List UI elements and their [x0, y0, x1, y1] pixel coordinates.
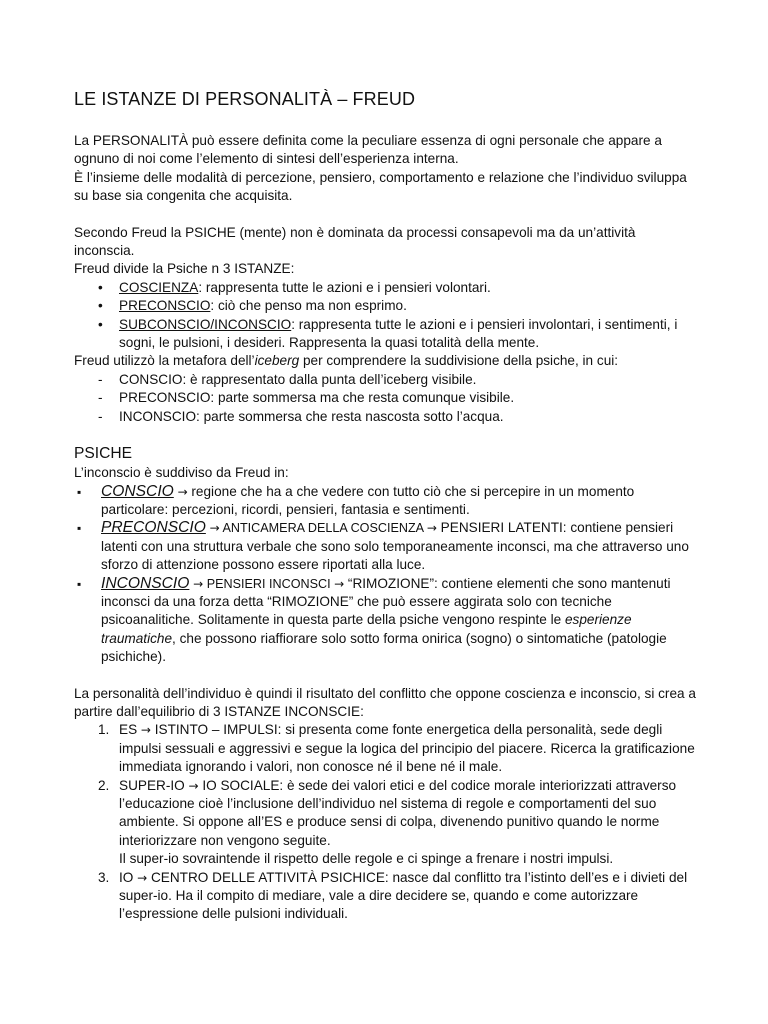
section-heading-psiche: PSICHE	[74, 445, 133, 463]
conscio-term: CONSCIO	[101, 482, 174, 500]
list-item	[74, 519, 698, 574]
list-item	[74, 777, 698, 869]
page-title: LE ISTANZE DI PERSONALITÀ – FREUD	[74, 89, 416, 109]
arrow-right-icon: →	[426, 521, 437, 536]
istanza-term: COSCIENZA	[119, 279, 199, 295]
arrow-right-icon: →	[137, 870, 148, 885]
iceberg-word: iceberg	[254, 353, 300, 369]
preconscio-term: PRECONSCIO	[101, 519, 206, 537]
istanza-term: SUBCONSCIO/INCONSCIO	[119, 316, 292, 332]
arrow-right-icon: →	[193, 576, 204, 591]
list-item: - CONSCIO: è rappresentato dalla punta dell’iceberg visibile.	[74, 371, 698, 389]
istanze-lead: Freud divide la Psiche n 3 ISTANZE:	[74, 261, 295, 277]
arrow-right-icon: →	[140, 723, 151, 738]
list-item: - PRECONSCIO: parte sommersa ma che resta comunque visibile.	[74, 389, 698, 407]
inconscio-text-2: , che possono riaffiorare solo sotto forma onirica (sogno) o sintomatiche (patologie psichiche).	[101, 630, 667, 665]
preconscio-caps: ANTICAMERA DELLA COSCIENZA	[219, 521, 427, 536]
section3-lead: La personalità dell’individuo è quindi il risultato del conflitto che oppone coscienza e inconscio, si crea a partire dall’equilibrio di 3 ISTANZE INCONSCIE:	[74, 685, 696, 719]
item-text: CENTRO DELLE ATTIVITÀ PSICHICE: nasce dal conflitto tra l’istinto dell’es e i divieti del super-io. Ha il compito di mediare, vale a dire decidere se, quando e come autorizzare l’espressione delle pulsioni individuali.	[119, 869, 688, 922]
inconscio-italic: esperienze traumatiche	[101, 612, 632, 646]
istanza-text: : rappresenta tutte le azioni e i pensieri volontari.	[198, 279, 491, 295]
arrow-right-icon: →	[209, 521, 220, 536]
inconscio-list	[74, 483, 698, 667]
list-item	[74, 279, 698, 297]
istanze-list	[74, 279, 698, 353]
istanza-text: : rappresenta tutte le azioni e i pensieri involontari, i sentimenti, i sogni, le pulsioni, i desideri. Rappresenta la quasi totalità della mente.	[119, 316, 678, 351]
list-item: - INCONSCIO: parte sommersa che resta nascosta sotto l’acqua.	[74, 408, 698, 426]
item-text: ISTINTO – IMPULSI: si presenta come fonte energetica della personalità, sede degli impulsi sessuali e aggressivi e segue la logica del principio del piacere. Ricerca la gratificazione immediata ignorando i valori, non conosce né il bene né il male.	[119, 722, 695, 775]
istanze-numbered-list	[74, 721, 698, 923]
arrow-right-icon: →	[188, 778, 199, 793]
item-lead: IO	[119, 869, 138, 885]
document-content	[74, 88, 698, 924]
item-number: 2.	[98, 777, 110, 793]
iceberg-list	[74, 371, 698, 426]
inconscio-term: INCONSCIO	[101, 574, 190, 592]
intro-paragraph-1: La PERSONALITÀ può essere definita come la peculiare essenza di ogni personale che appare a ognuno di noi come l’elemento di sintesi dell’esperienza interna.	[74, 133, 662, 167]
inconscio-caps: PENSIERI INCONSCI	[203, 576, 335, 591]
item-text: IO SOCIALE: è sede dei valori etici e del codice morale interiorizzati attraverso l’educazione cioè l’inclusione dell’individuo nel sistema di regole e comportamenti del suo ambiente. Si oppone all’ES e produce sensi di colpa, divenendo punitivo quando le norme interiorizzare non vengono seguite.	[119, 777, 677, 848]
intro-paragraph-2: È l’insieme delle modalità di percezione, pensiero, comportamento e relazione che l’individuo sviluppa su base sia congenita che acquisita.	[74, 169, 687, 204]
item-lead: SUPER-IO	[119, 777, 189, 793]
conscio-text: regione che ha a che vedere con tutto ciò che si percepire in un momento particolare: percezioni, ricordi, pensieri, fantasia e sentimenti.	[101, 483, 635, 517]
list-item	[74, 316, 698, 353]
iceberg-paragraph	[74, 352, 698, 370]
item-number: 3.	[98, 869, 110, 885]
iceberg-post: per comprendere la suddivisione della psiche, in cui:	[299, 353, 619, 369]
list-item	[74, 721, 698, 776]
section2-lead: L’inconscio è suddiviso da Freud in:	[74, 465, 289, 481]
list-item	[74, 297, 698, 315]
istanza-text: : ciò che penso ma non esprimo.	[210, 298, 407, 314]
iceberg-pre: Freud utilizzò la metafora dell’	[74, 353, 255, 369]
item-extra: Il super-io sovraintende il rispetto delle regole e ci spinge a frenare i nostri impulsi.	[119, 851, 614, 867]
istanza-term: PRECONSCIO	[119, 298, 211, 314]
psyche-paragraph: Secondo Freud la PSICHE (mente) non è dominata da processi consapevoli ma da un’attività inconscia.	[74, 224, 636, 259]
item-number: 1.	[98, 722, 110, 738]
arrow-right-icon: →	[177, 484, 188, 499]
list-item	[74, 869, 698, 924]
list-item	[74, 483, 698, 520]
list-item	[74, 575, 698, 667]
arrow-right-icon: →	[334, 576, 345, 591]
inconscio-text: “RIMOZIONE”: contiene elementi che sono mantenuti inconsci da una forza detta “RIMOZIONE” che può essere aggirata solo con tecniche psicoanalitiche. Solitamente in questa parte della psiche vengono respinte le	[101, 575, 671, 628]
item-lead: ES	[119, 722, 141, 738]
preconscio-text: PENSIERI LATENTI: contiene pensieri latenti con una struttura verbale che sono solo temporaneamente inconsci, ma che attraverso uno sforzo di attenzione possono essere riportati alla luce.	[101, 520, 689, 573]
